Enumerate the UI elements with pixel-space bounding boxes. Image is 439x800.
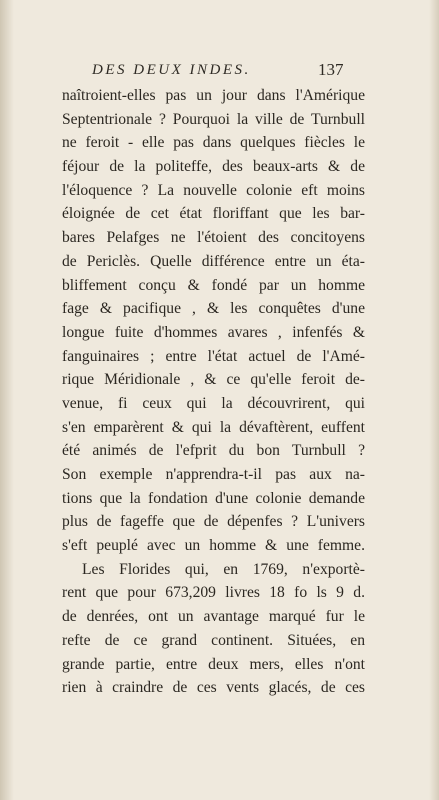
text-line: de Periclès. Quelle différence entre un éta- bbox=[62, 252, 365, 270]
text-line: s'en emparèrent & qui la dévaftèrent, euffent bbox=[62, 418, 365, 436]
text-line: refte de ce grand continent. Situées, en bbox=[62, 631, 365, 649]
text-line: s'eft peuplé avec un homme & une femme. bbox=[62, 537, 365, 555]
page-edge-shadow bbox=[429, 0, 439, 800]
text-line: éloignée de cet état floriffant que les bar- bbox=[62, 205, 365, 223]
text-line: l'éloquence ? La nouvelle colonie eft moins bbox=[62, 181, 365, 199]
text-line: rent que pour 673,209 livres 18 fo ls 9 d. bbox=[62, 584, 365, 602]
text-line: Son exemple n'apprendra-t-il pas aux na- bbox=[62, 466, 365, 483]
text-line: venue, fi ceux qui la découvrirent, qui bbox=[62, 394, 365, 412]
text-line: Septentrionale ? Pourquoi la ville de Turnbull bbox=[62, 110, 365, 128]
text-line: grande partie, entre deux mers, elles n'ont bbox=[62, 655, 365, 673]
page-gutter-shadow bbox=[0, 0, 14, 800]
text-line: longue fuite d'hommes avares , infenfés & bbox=[62, 323, 365, 341]
text-line: naîtroient-elles pas un jour dans l'Amérique bbox=[62, 87, 365, 104]
text-line: rien à craindre de ces vents glacés, de ces bbox=[62, 679, 365, 697]
text-line: bares Pelafges ne l'étoient des concitoyens bbox=[62, 229, 365, 247]
text-line: de denrées, ont un avantage marqué fur le bbox=[62, 608, 365, 626]
text-line: féjour de la politeffe, des beaux-arts & de bbox=[62, 158, 365, 176]
text-line: bliffement conçu & fondé par un homme bbox=[62, 276, 365, 294]
text-line: rique Méridionale , & ce qu'elle feroit de- bbox=[62, 371, 365, 389]
text-line: fage & pacifique , & les conquêtes d'une bbox=[62, 300, 365, 318]
text-line: Les Florides qui, en 1769, n'exportè- bbox=[82, 560, 365, 578]
page-number: 137 bbox=[318, 60, 344, 79]
text-line: ne feroit - elle pas dans quelques fiècles le bbox=[62, 134, 365, 152]
text-line: tions que la fondation d'une colonie demande bbox=[62, 489, 365, 507]
running-header: DES DEUX INDES. bbox=[92, 62, 251, 78]
text-line: été animés de l'efprit du bon Turnbull ? bbox=[62, 442, 365, 460]
text-line: fanguinaires ; entre l'état actuel de l'Amé- bbox=[62, 347, 365, 365]
text-line: plus de fageffe que de dépenfes ? L'univers bbox=[62, 513, 365, 531]
body-text bbox=[62, 84, 365, 700]
